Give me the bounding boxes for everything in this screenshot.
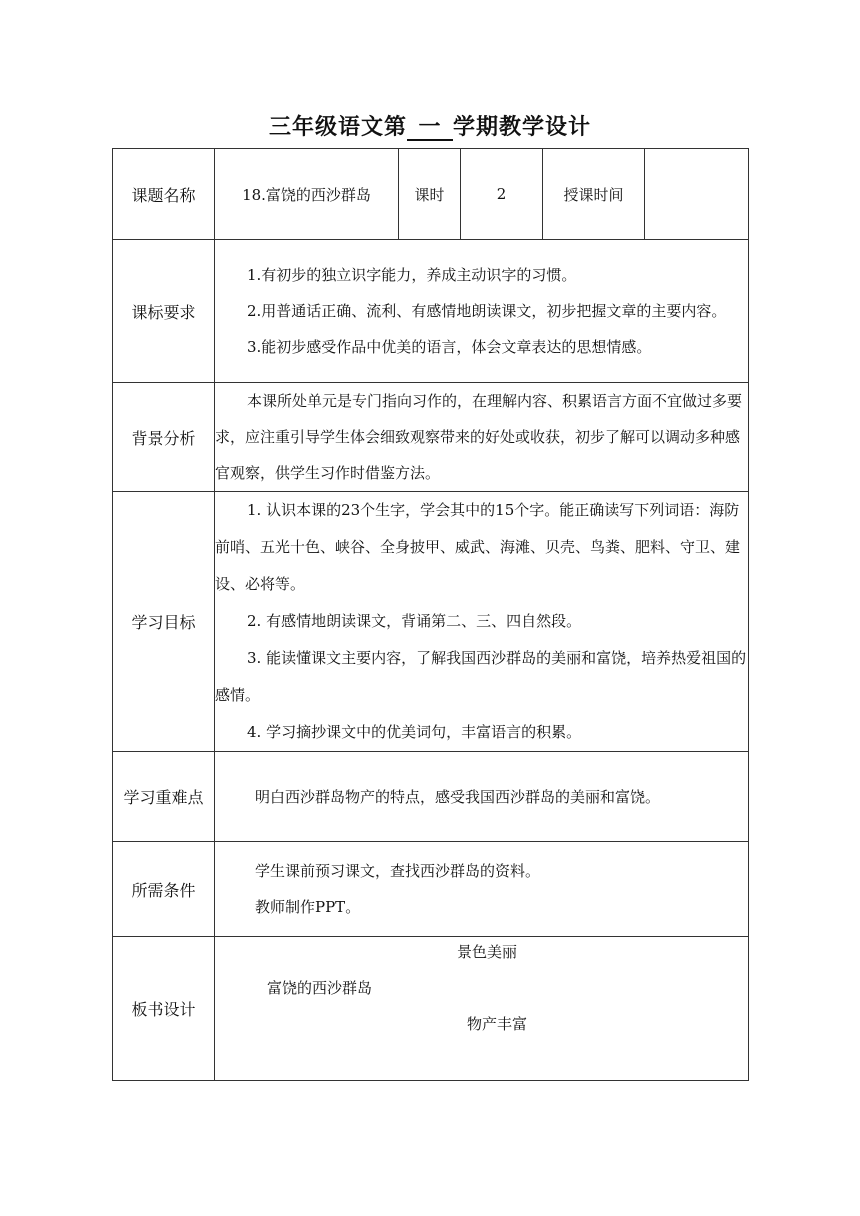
curriculum-label: 课标要求 — [113, 240, 215, 383]
periods-label: 课时 — [399, 149, 461, 240]
key-points-content — [215, 752, 749, 842]
background-label: 背景分析 — [113, 383, 215, 492]
topic-label: 课题名称 — [113, 149, 215, 240]
key-points-row — [113, 752, 749, 842]
board-row — [113, 937, 749, 1081]
requirements-label: 所需条件 — [113, 842, 215, 937]
key-points-label: 学习重难点 — [113, 752, 215, 842]
title-suffix: 学期教学设计 — [453, 115, 592, 140]
objectives-label: 学习目标 — [113, 492, 215, 752]
board-middle: 富饶的西沙群岛 — [267, 979, 373, 997]
board-label: 板书设计 — [113, 937, 215, 1081]
time-label: 授课时间 — [543, 149, 645, 240]
curriculum-row — [113, 240, 749, 383]
curriculum-item: 1.有初步的独立识字能力，养成主动识字的习惯。 — [247, 266, 577, 284]
lesson-plan-table — [112, 148, 749, 1081]
document-title — [0, 110, 860, 141]
objective-item: 2. 有感情地朗读课文，背诵第二、三、四自然段。 — [247, 612, 582, 630]
background-text: 本课所处单元是专门指向习作的，在理解内容、积累语言方面不宜做过多要求，应注重引导学生体会细致观察带来的好处或收获，初步了解可以调动多种感官观察，供学生习作时借鉴方法。 — [215, 392, 743, 482]
time-value — [645, 149, 749, 240]
background-content — [215, 383, 749, 492]
objectives-content — [215, 492, 749, 752]
objectives-row — [113, 492, 749, 752]
board-content — [215, 937, 749, 1081]
objective-item: 1. 认识本课的23个生字，学会其中的15个字。能正确读写下列词语：海防前哨、五光十色、峡谷、全身披甲、威武、海滩、贝壳、鸟粪、肥料、守卫、建设、必将等。 — [215, 501, 741, 593]
board-top: 景色美丽 — [457, 943, 518, 961]
requirements-content — [215, 842, 749, 937]
topic-value: 18.富饶的西沙群岛 — [215, 149, 399, 240]
requirement-item: 学生课前预习课文，查找西沙群岛的资料。 — [255, 862, 541, 880]
requirements-row — [113, 842, 749, 937]
header-row — [113, 149, 749, 240]
board-bottom: 物产丰富 — [467, 1015, 528, 1033]
background-row — [113, 383, 749, 492]
semester-blank: 一 — [407, 117, 453, 141]
objective-item: 3. 能读懂课文主要内容，了解我国西沙群岛的美丽和富饶，培养热爱祖国的感情。 — [215, 649, 747, 704]
title-prefix: 三年级语文第 — [268, 115, 407, 140]
requirement-item: 教师制作PPT。 — [255, 898, 361, 916]
key-points-text: 明白西沙群岛物产的特点，感受我国西沙群岛的美丽和富饶。 — [255, 787, 661, 806]
periods-value: 2 — [461, 149, 543, 240]
curriculum-content — [215, 240, 749, 383]
curriculum-item: 2.用普通话正确、流利、有感情地朗读课文，初步把握文章的主要内容。 — [247, 302, 727, 320]
curriculum-item: 3.能初步感受作品中优美的语言，体会文章表达的思想情感。 — [247, 338, 652, 356]
objective-item: 4. 学习摘抄课文中的优美词句，丰富语言的积累。 — [247, 723, 582, 741]
